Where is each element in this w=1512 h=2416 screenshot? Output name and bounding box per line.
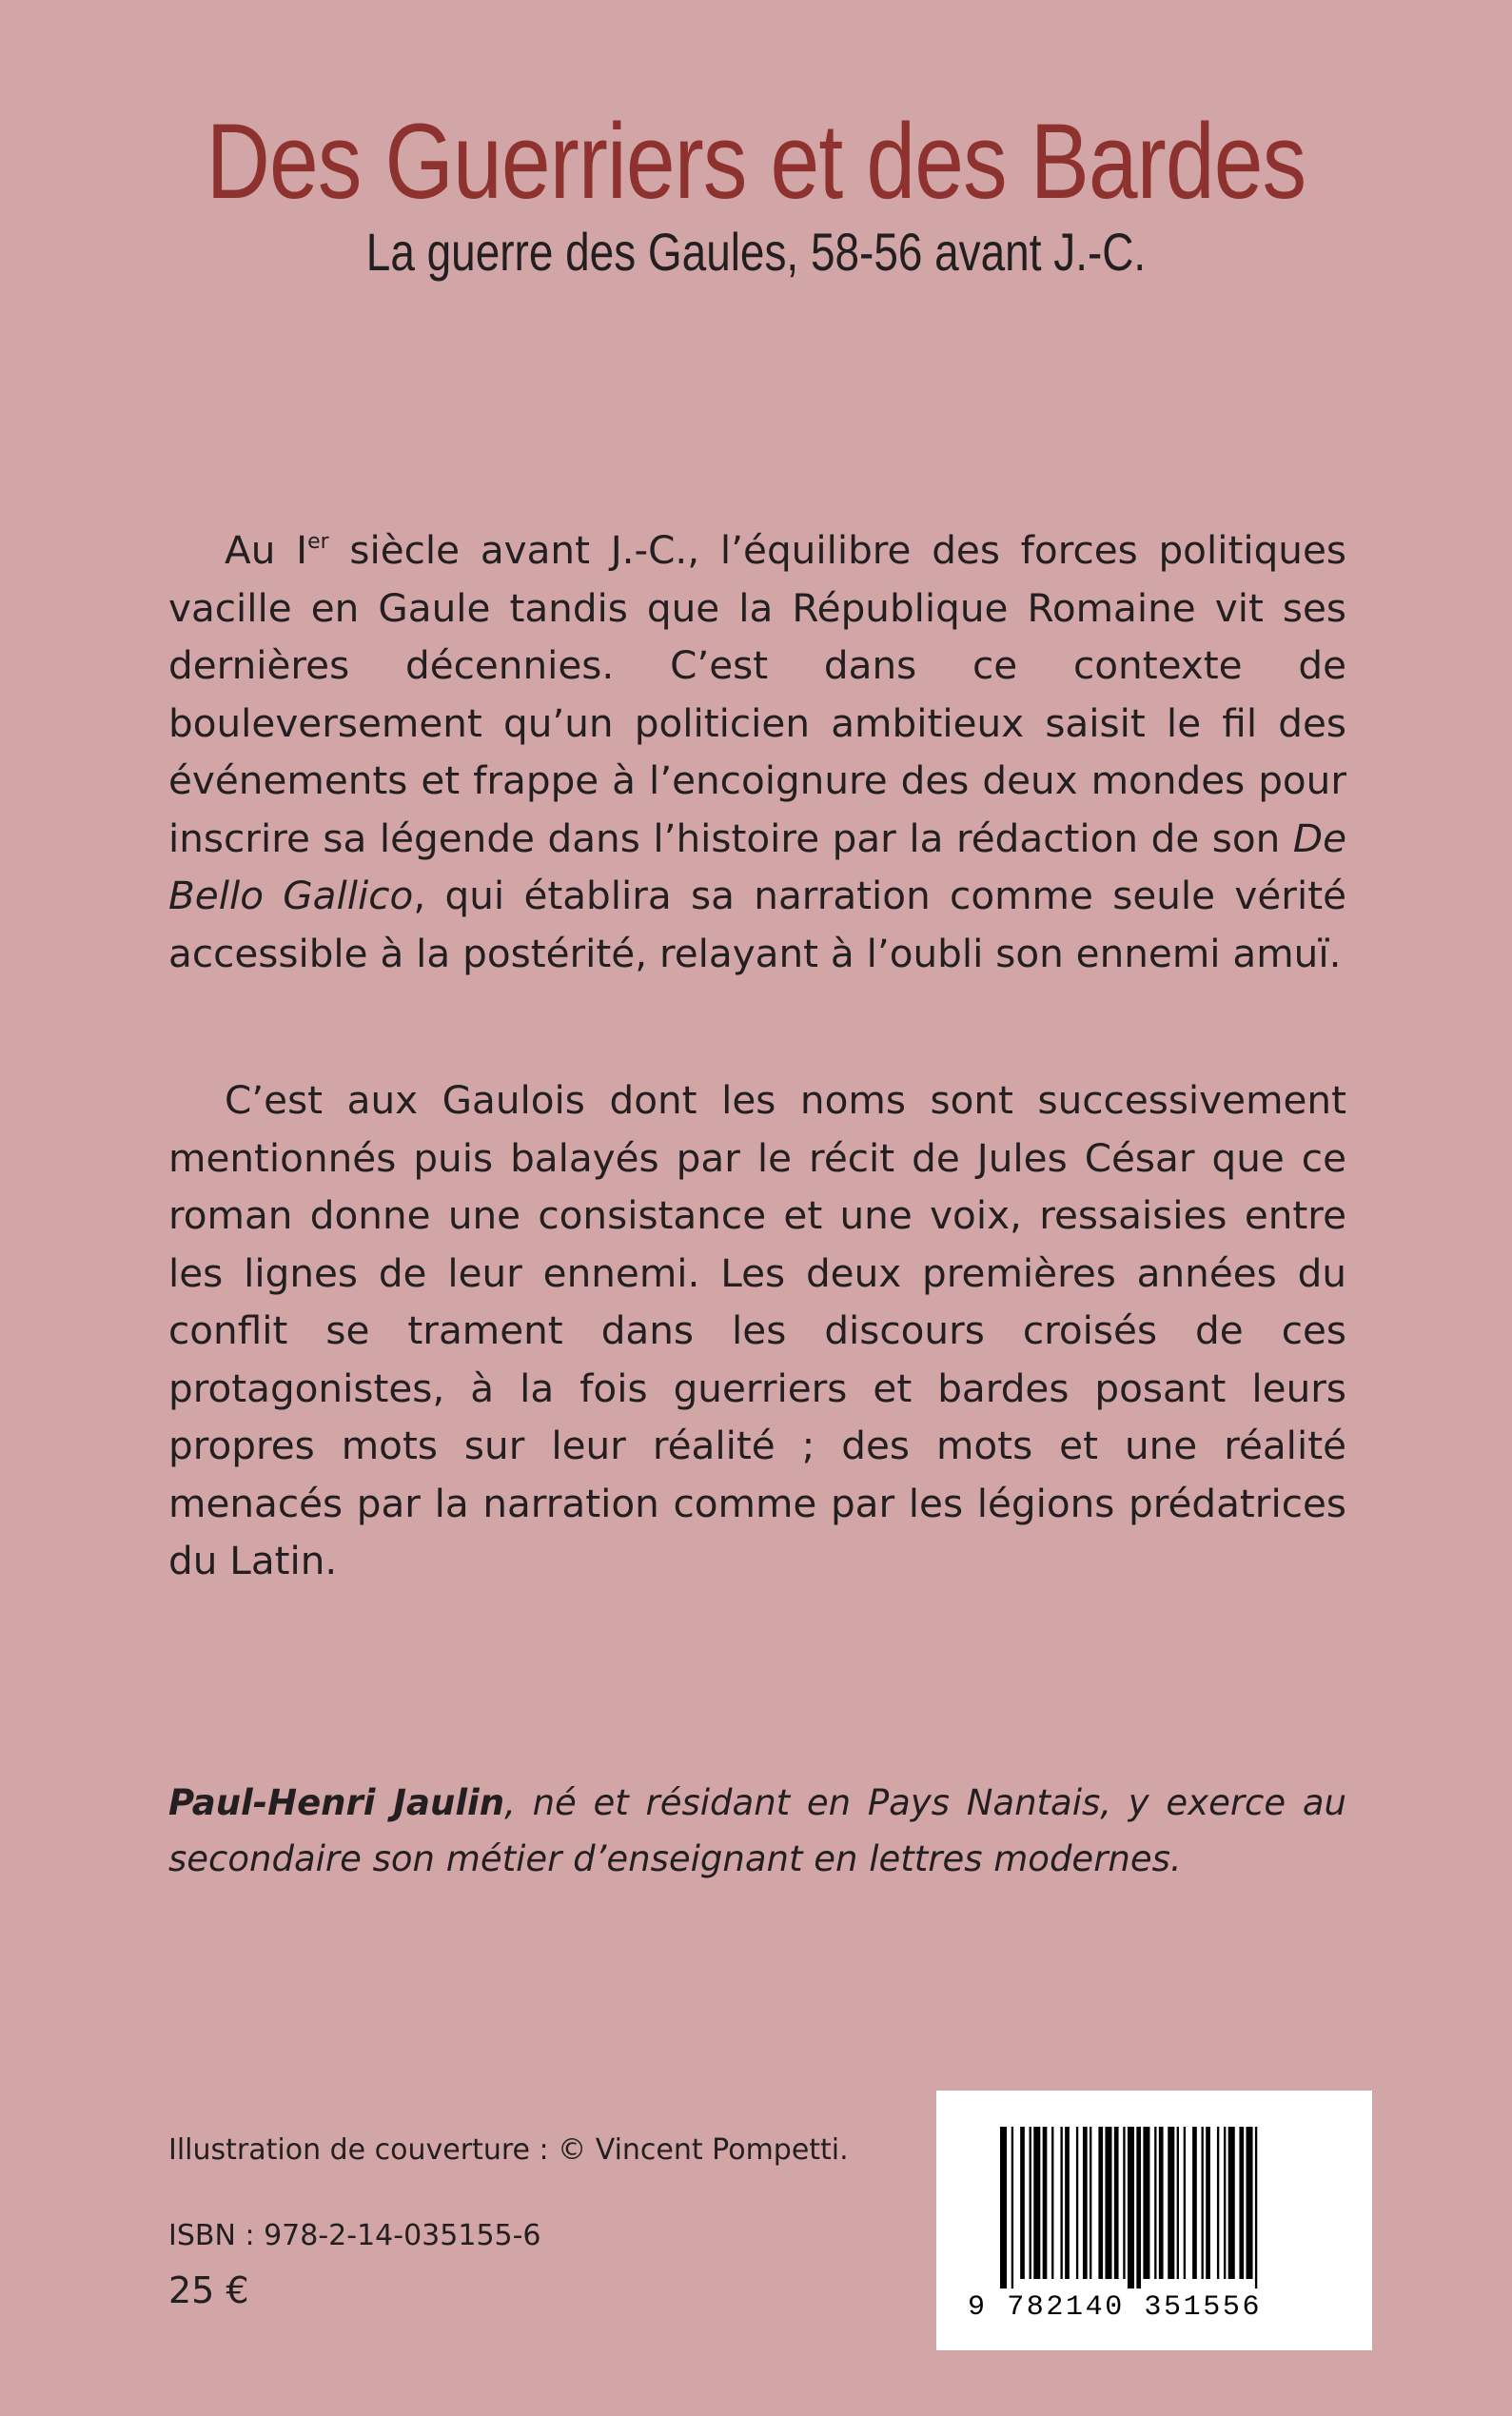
page-subtitle: La guerre des Gaules, 58-56 avant J.-C.: [365, 222, 1147, 282]
barcode-digits: 9 782140 351556: [968, 2291, 1263, 2324]
author-bio: [168, 1775, 1346, 1887]
author-bio-text: , né et résidant en Pays Nantais, y exerce au secondaire son métier d’enseignant en lettres modernes.: [168, 1782, 1347, 1879]
blurb-p1-text-b: , qui établira sa narration comme seule vérité accessible à la postérité, relayant à l’oubli son ennemi amuï.: [168, 873, 1346, 976]
blurb-p1-superscript: er: [307, 530, 329, 554]
barcode-icon: [1000, 2127, 1310, 2288]
blurb-p1-text-a: siècle avant J.-C., l’équilibre des forces politiques vacille en Gaule tandis que la République Romaine vit ses dernières décennies. C’est dans ce contexte de bouleversement qu’un politicien ambitieux saisit le fil des événements et frappe à l’encoignure des deux mondes pour inscrire sa légende dans l’histoire par la rédaction de son: [168, 527, 1346, 861]
blurb-p1-book-title: De Bello Gallico: [168, 815, 1346, 918]
blurb-paragraph-2: [168, 1071, 1346, 1590]
blurb-paragraph-1: [168, 521, 1346, 982]
price: 25 €: [168, 2269, 249, 2311]
barcode-panel: [936, 2091, 1372, 2350]
author-name: Paul-Henri Jaulin: [168, 1782, 505, 1823]
illustration-credit: Illustration de couverture : © Vincent Pompetti.: [168, 2133, 849, 2167]
blurb-p1-prefix: Au I: [225, 527, 308, 573]
blurb-p2-text: C’est aux Gaulois dont les noms sont successivement mentionnés puis balayés par le récit de Jules César que ce roman donne une consistance et une voix, ressaisies entre les lignes de leur ennemi. Les deux premières années du conflit se trament dans les discours croisés de ces protagonistes, à la fois guerriers et bardes posant leurs propres mots sur leur réalité ; des mots et une réalité menacés par la narration comme par les légions prédatrices du Latin.: [168, 1077, 1346, 1583]
isbn: ISBN : 978-2-14-035155-6: [168, 2219, 541, 2252]
page-title: Des Guerriers et des Bardes: [206, 102, 1306, 221]
